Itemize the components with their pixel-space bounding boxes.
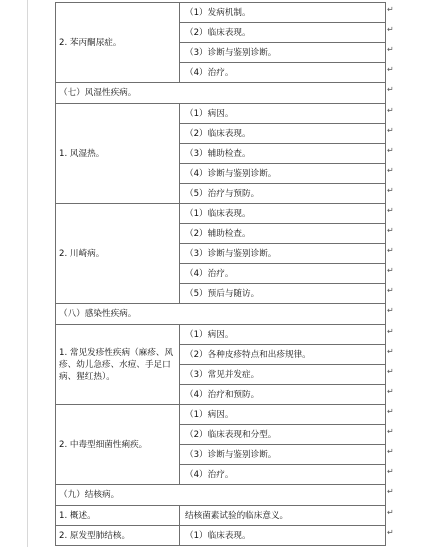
topic-cell: 1. 风湿热。 — [56, 104, 180, 204]
subtopic-cell: （3）诊断与鉴别诊断。 — [180, 43, 386, 63]
paragraph-mark: ↵ — [387, 64, 394, 74]
outline-row — [56, 204, 386, 224]
syllabus-outline-table — [55, 2, 386, 546]
outline-row — [56, 506, 386, 526]
subtopic-cell: （1）临床表现。 — [180, 526, 386, 546]
subtopic-cell: （2）临床表现。 — [180, 23, 386, 43]
paragraph-mark: ↵ — [387, 245, 394, 255]
topic-cell: 2. 苯丙酮尿症。 — [56, 3, 180, 83]
paragraph-mark: ↵ — [387, 105, 394, 115]
section-heading: （七）风湿性疾病。 — [56, 83, 386, 104]
paragraph-mark: ↵ — [387, 507, 394, 517]
subtopic-cell: （3）辅助检查。 — [180, 144, 386, 164]
paragraph-mark: ↵ — [387, 446, 394, 456]
paragraph-mark: ↵ — [387, 386, 394, 396]
paragraph-mark: ↵ — [387, 366, 394, 376]
outline-table-body — [56, 3, 386, 546]
outline-row — [56, 104, 386, 124]
outline-row — [56, 405, 386, 425]
paragraph-mark: ↵ — [387, 24, 394, 34]
paragraph-mark: ↵ — [387, 205, 394, 215]
subtopic-cell: （2）辅助检查。 — [180, 224, 386, 244]
outline-row — [56, 325, 386, 345]
subtopic-cell: （4）治疗和预防。 — [180, 385, 386, 405]
subtopic-cell: （4）治疗。 — [180, 264, 386, 284]
paragraph-mark: ↵ — [387, 426, 394, 436]
subtopic-cell: （1）临床表现。 — [180, 204, 386, 224]
paragraph-mark: ↵ — [387, 466, 394, 476]
subtopic-cell: （1）病因。 — [180, 325, 386, 345]
paragraph-mark: ↵ — [387, 486, 394, 496]
paragraph-mark: ↵ — [387, 326, 394, 336]
paragraph-mark: ↵ — [387, 527, 394, 537]
paragraph-mark: ↵ — [387, 305, 394, 315]
subtopic-cell: （3）常见并发症。 — [180, 365, 386, 385]
subtopic-cell: （5）预后与随访。 — [180, 284, 386, 304]
subtopic-cell: （3）诊断与鉴别诊断。 — [180, 445, 386, 465]
topic-cell: 1. 概述。 — [56, 506, 180, 526]
section-row — [56, 485, 386, 506]
subtopic-cell: （3）诊断与鉴别诊断。 — [180, 244, 386, 264]
subtopic-cell: （2）临床表现。 — [180, 124, 386, 144]
subtopic-cell: （1）病因。 — [180, 405, 386, 425]
subtopic-cell: 结核菌素试验的临床意义。 — [180, 506, 386, 526]
subtopic-cell: （5）治疗与预防。 — [180, 184, 386, 204]
outline-row — [56, 526, 386, 546]
paragraph-mark: ↵ — [387, 285, 394, 295]
topic-cell: 2. 中毒型细菌性痢疾。 — [56, 405, 180, 485]
subtopic-cell: （2）临床表现和分型。 — [180, 425, 386, 445]
topic-cell: 1. 常见发疹性疾病（麻疹、风疹、幼儿急疹、水痘、手足口病、猩红热）。 — [56, 325, 180, 405]
section-row — [56, 83, 386, 104]
paragraph-mark: ↵ — [387, 185, 394, 195]
paragraph-mark: ↵ — [387, 346, 394, 356]
subtopic-cell: （4）治疗。 — [180, 63, 386, 83]
paragraph-mark: ↵ — [387, 165, 394, 175]
outline-row — [56, 3, 386, 23]
topic-cell: 2. 川崎病。 — [56, 204, 180, 304]
subtopic-cell: （2）各种皮疹特点和出疹规律。 — [180, 345, 386, 365]
paragraph-mark: ↵ — [387, 145, 394, 155]
section-heading: （九）结核病。 — [56, 485, 386, 506]
paragraph-mark: ↵ — [387, 265, 394, 275]
paragraph-mark: ↵ — [387, 406, 394, 416]
page-edge-line — [27, 0, 28, 547]
paragraph-mark: ↵ — [387, 84, 394, 94]
paragraph-mark: ↵ — [387, 44, 394, 54]
subtopic-cell: （1）发病机制。 — [180, 3, 386, 23]
topic-cell: 2. 原发型肺结核。 — [56, 526, 180, 546]
section-row — [56, 304, 386, 325]
paragraph-mark: ↵ — [387, 125, 394, 135]
paragraph-mark: ↵ — [387, 225, 394, 235]
subtopic-cell: （1）病因。 — [180, 104, 386, 124]
subtopic-cell: （4）诊断与鉴别诊断。 — [180, 164, 386, 184]
section-heading: （八）感染性疾病。 — [56, 304, 386, 325]
paragraph-mark: ↵ — [387, 4, 394, 14]
subtopic-cell: （4）治疗。 — [180, 465, 386, 485]
